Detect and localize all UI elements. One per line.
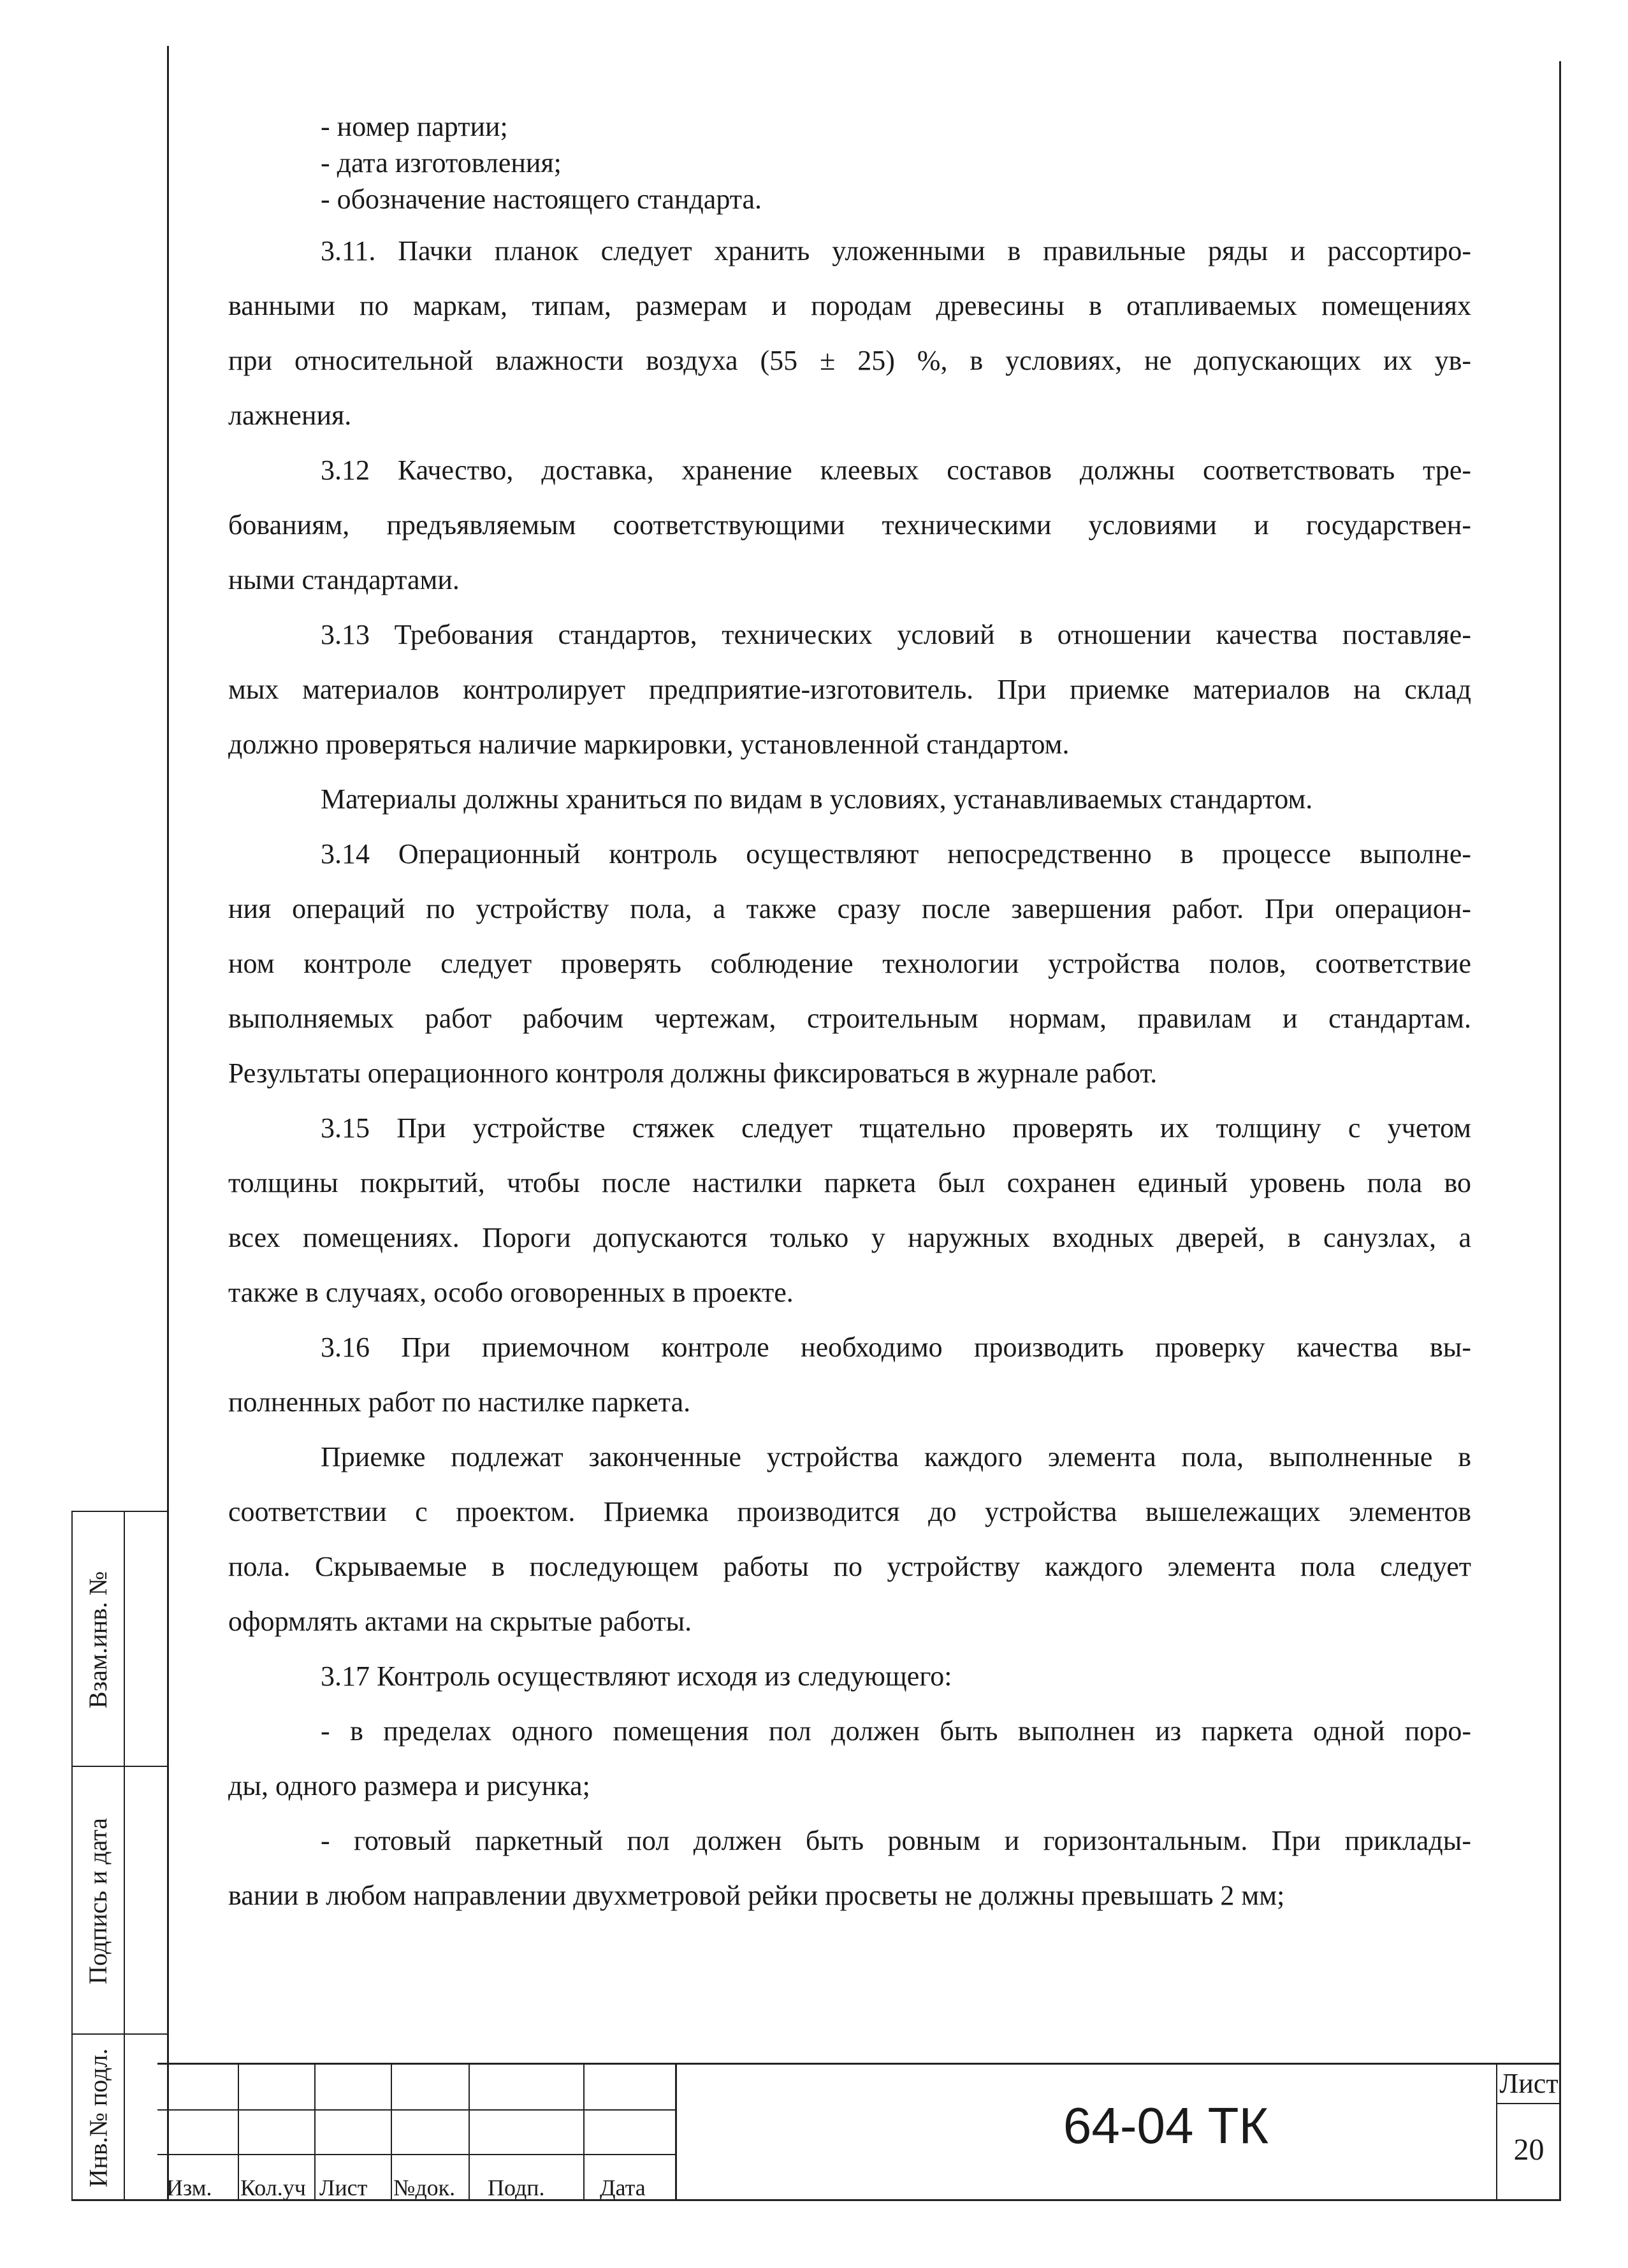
- document-body: [228, 108, 1471, 1923]
- side-label-original: Инв.№ подл.: [84, 2048, 113, 2187]
- side-label-replacement: Взам.инв. №: [84, 1571, 113, 1708]
- text-line: лажнения.: [228, 400, 352, 431]
- column-label-sheet: Лист: [319, 2175, 368, 2200]
- text-line: - готовый паркетный пол должен быть ровным и горизонтальным. При приклады-: [321, 1825, 1471, 1856]
- text-line: 3.12 Качество, доставка, хранение клеевых составов должны соответствовать тре-: [321, 454, 1471, 486]
- column-label-date: Дата: [600, 2175, 646, 2200]
- text-line: соответствии с проектом. Приемка производится до устройства вышележащих элементов: [228, 1496, 1471, 1527]
- sheet-label: Лист: [1499, 2068, 1559, 2099]
- sheet-number: 20: [1513, 2133, 1544, 2167]
- side-cell-signature: [73, 1767, 168, 2035]
- grid-line: [391, 2065, 392, 2201]
- grid-line: [157, 2109, 675, 2111]
- side-cell-original: [73, 2035, 168, 2200]
- grid-line: [469, 2065, 470, 2201]
- paragraph-3-15: [228, 1101, 1471, 1320]
- list-top: [228, 108, 1471, 217]
- side-cell-replacement: [73, 1512, 168, 1767]
- paragraph-3-11: [228, 224, 1471, 443]
- paragraph-3-13: [228, 607, 1471, 772]
- text-line: толщины покрытий, чтобы после настилки паркета был сохранен единый уровень пола во: [228, 1167, 1471, 1198]
- side-stamp: [71, 1511, 168, 2200]
- revision-table: [157, 2065, 675, 2201]
- text-line: пола. Скрываемые в последующем работы по устройству каждого элемента пола следует: [228, 1551, 1471, 1582]
- text-line: Приемке подлежат законченные устройства каждого элемента пола, выполненные в: [321, 1441, 1471, 1472]
- list-item: - номер партии;: [321, 111, 508, 142]
- grid-line: [583, 2065, 585, 2201]
- text-line: должно проверяться наличие маркировки, установленной стандартом.: [228, 729, 1070, 760]
- paragraph-3-17: [228, 1649, 1471, 1704]
- list-item: - обозначение настоящего стандарта.: [321, 184, 762, 215]
- grid-line: [314, 2065, 316, 2201]
- frame-right-border: [1559, 61, 1561, 2199]
- text-line: также в случаях, особо оговоренных в проекте.: [228, 1277, 794, 1308]
- text-line: мых материалов контролирует предприятие-изготовитель. При приемке материалов на склад: [228, 674, 1471, 705]
- column-label-change: Изм.: [166, 2175, 212, 2200]
- text-line: 3.14 Операционный контроль осуществляют непосредственно в процессе выполне-: [321, 838, 1471, 869]
- text-line: - в пределах одного помещения пол должен быть выполнен из паркета одной поро-: [321, 1715, 1471, 1747]
- text-line: ном контроле следует проверять соблюдение технологии устройства полов, соответствие: [228, 948, 1471, 979]
- column-label-signature: Подп.: [488, 2175, 545, 2200]
- text-line: при относительной влажности воздуха (55 ± 25) %, в условиях, не допускающих их ув-: [228, 345, 1471, 376]
- text-line: ванными по маркам, типам, размерам и породам древесины в отапливаемых помещениях: [228, 290, 1471, 321]
- paragraph-flatness: [228, 1814, 1471, 1923]
- paragraph-same-room: [228, 1704, 1471, 1814]
- grid-line: [238, 2065, 239, 2201]
- paragraph-materials: [228, 772, 1471, 827]
- text-line: вании в любом направлении двухметровой рейки просветы не должны превышать 2 мм;: [228, 1880, 1285, 1911]
- text-line: ния операций по устройству пола, а также сразу после завершения работ. При операцион-: [228, 893, 1471, 924]
- paragraph-acceptance: [228, 1430, 1471, 1649]
- text-line: ными стандартами.: [228, 564, 460, 595]
- text-line: 3.13 Требования стандартов, технических условий в отношении качества поставляе-: [321, 619, 1471, 650]
- text-line: всех помещениях. Пороги допускаются только у наружных входных дверей, в санузлах, а: [228, 1222, 1471, 1253]
- grid-line: [1497, 2103, 1560, 2104]
- column-label-doc-number: №док.: [393, 2175, 456, 2200]
- text-line: полненных работ по настилке паркета.: [228, 1386, 691, 1418]
- paragraph-3-12: [228, 443, 1471, 607]
- grid-line: [157, 2154, 675, 2155]
- paragraph-3-16: [228, 1320, 1471, 1430]
- list-item: - дата изготовления;: [321, 147, 562, 178]
- column-label-count: Кол.уч: [240, 2175, 306, 2200]
- sheet-box: [1496, 2065, 1560, 2201]
- text-line: 3.15 При устройстве стяжек следует тщательно проверять их толщину с учетом: [321, 1112, 1471, 1144]
- text-line: бованиям, предъявляемым соответствующими техническими условиями и государствен-: [228, 509, 1471, 541]
- paragraph-3-14: [228, 827, 1471, 1101]
- text-line: 3.17 Контроль осуществляют исходя из следующего:: [321, 1661, 952, 1692]
- text-line: 3.16 При приемочном контроле необходимо производить проверку качества вы-: [321, 1332, 1471, 1363]
- text-line: Материалы должны храниться по видам в условиях, устанавливаемых стандартом.: [321, 783, 1313, 815]
- side-label-signature: Подпись и дата: [84, 1817, 113, 1984]
- text-line: 3.11. Пачки планок следует хранить уложенными в правильные ряды и рассортиро-: [321, 235, 1471, 266]
- title-block: [157, 2063, 1559, 2201]
- text-line: выполняемых работ рабочим чертежам, строительным нормам, правилам и стандартам.: [228, 1003, 1471, 1034]
- text-line: оформлять актами на скрытые работы.: [228, 1606, 692, 1637]
- document-code: 64-04 ТК: [1063, 2097, 1269, 2154]
- text-line: Результаты операционного контроля должны фиксироваться в журнале работ.: [228, 1058, 1158, 1089]
- text-line: ды, одного размера и рисунка;: [228, 1770, 590, 1801]
